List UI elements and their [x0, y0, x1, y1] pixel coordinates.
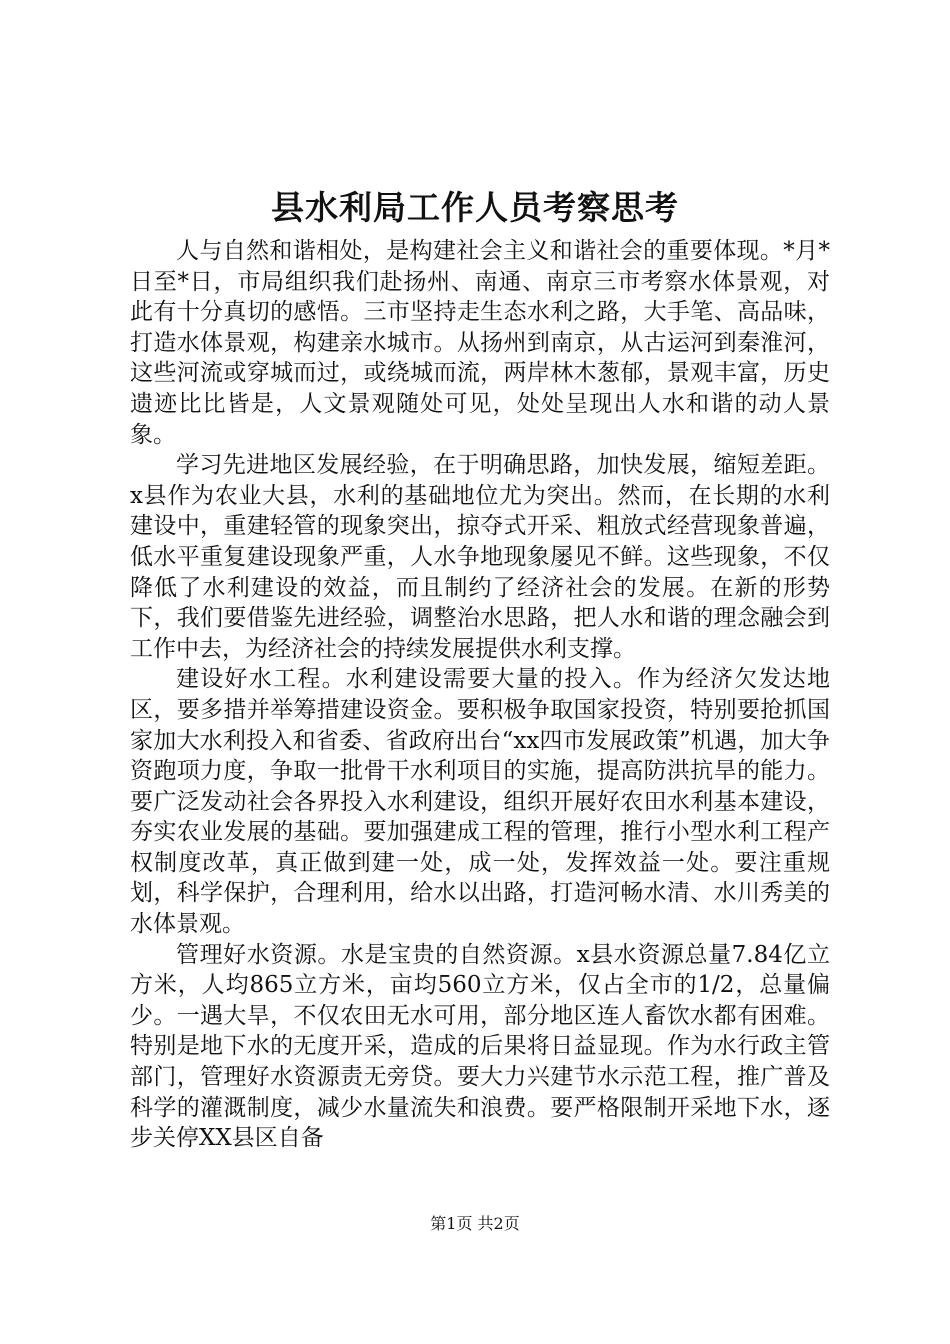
paragraph-2: 学习先进地区发展经验，在于明确思路，加快发展，缩短差距。x县作为农业大县，水利的基础地位尤为突出。然而，在长期的水利建设中，重建轻管的现象突出，掠夺式开采、粗放式经营现象普遍，低水平重复建设现象严重，人水争地现象屡见不鲜。这些现象，不仅降低了水利建设的效益，而且制约了经济社会的发展。在新的形势下，我们要借鉴先进经验，调整治水思路，把人水和谐的理念融会到工作中去，为经济社会的持续发展提供水利支撑。: [130, 452, 830, 662]
document-title: 县水利局工作人员考察思考: [271, 188, 679, 227]
paragraph-3: 建设好水工程。水利建设需要大量的投入。作为经济欠发达地区，要多措并举筹措建设资金。要积极争取国家投资，特别要抢抓国家加大水利投入和省委、省政府出台“xx四市发展政策”机遇，加大争资跑项力度，争取一批骨干水利项目的实施，提高防洪抗旱的能力。要广泛发动社会各界投入水利建设，组织开展好农田水利基本建设，夯实农业发展的基础。要加强建成工程的管理，推行小型水利工程产权制度改革，真正做到建一处，成一处，发挥效益一处。要注重规划，科学保护，合理利用，给水以出路，打造河畅水清、水川秀美的水体景观。: [130, 666, 830, 938]
page-number-footer: 第1页 共2页: [430, 1214, 520, 1233]
paragraph-1: 人与自然和谐相处，是构建社会主义和谐社会的重要体现。*月*日至*日，市局组织我们赴扬州、南通、南京三市考察水体景观，对此有十分真切的感悟。三市坚持走生态水利之路，大手笔、高品味，打造水体景观，构建亲水城市。从扬州到南京，从古运河到秦淮河，这些河流或穿城而过，或绕城而流，两岸林木葱郁，景观丰富，历史遗迹比比皆是，人文景观随处可见，处处呈现出人水和谐的动人景象。: [130, 238, 830, 448]
paragraph-4: 管理好水资源。水是宝贵的自然资源。x县水资源总量7.84亿立方米，人均865立方米，亩均560立方米，仅占全市的1/2，总量偏少。一遇大旱，不仅农田无水可用，部分地区连人畜饮水都有困难。特别是地下水的无度开采，造成的后果将日益显现。作为水行政主管部门，管理好水资源责无旁贷。要大力兴建节水示范工程，推广普及科学的灌溉制度，减少水量流失和浪费。要严格限制开采地下水，逐步关停XX县区自备: [130, 941, 830, 1152]
document-body: [130, 236, 830, 1154]
